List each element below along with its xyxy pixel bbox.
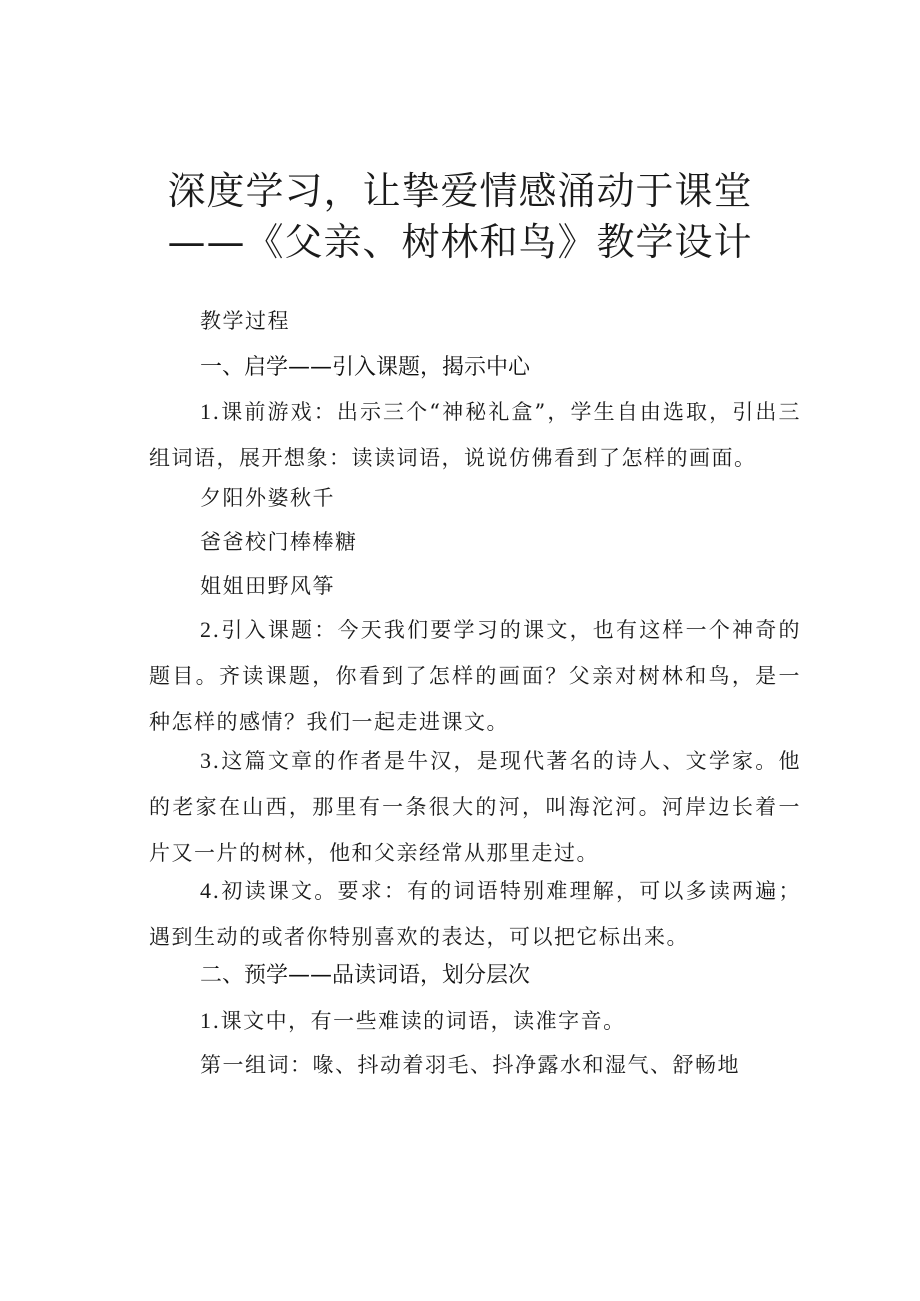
title-line-2: ——《父亲、树林和鸟》教学设计 — [167, 220, 753, 264]
paragraph-item-2 — [149, 607, 801, 745]
item-text: .课文中，有一些难读的词语，读准字音。 — [212, 1009, 626, 1033]
item-number: 1 — [200, 399, 213, 424]
item-text: .课前游戏：出示三个“神秘礼盒”，学生自由选取，引出三组词语，展开想象：读读词语，说说仿佛看到了怎样的画面。 — [149, 400, 801, 470]
item-number: 4 — [200, 878, 213, 903]
title-line-1: 深度学习，让挚爱情感涌动于课堂 — [167, 169, 753, 213]
section-heading-2: 二、预学——品读词语，划分层次 — [200, 963, 531, 988]
word-group-3: 姐姐田野风筝 — [200, 574, 335, 598]
word-group-2: 爸爸校门棒棒糖 — [200, 530, 358, 554]
paragraph-item-3 — [149, 738, 801, 876]
item-text: .引入课题：今天我们要学习的课文，也有这样一个神奇的题目。齐读课题，你看到了怎样的画面？父亲对树林和鸟，是一种怎样的感情？我们一起走进课文。 — [149, 618, 801, 734]
item-text: .这篇文章的作者是牛汉，是现代著名的诗人、文学家。他的老家在山西，那里有一条很大的河，叫海沱河。河岸边长着一片又一片的树林，他和父亲经常从那里走过。 — [149, 749, 801, 865]
paragraph-item-4 — [149, 868, 801, 960]
section-heading-1: 一、启学——引入课题，揭示中心 — [200, 355, 531, 380]
item-number: 3 — [200, 748, 213, 773]
paragraph-item-1 — [149, 389, 801, 481]
paragraph-item-5 — [200, 998, 800, 1044]
word-group-line: 第一组词：喙、抖动着羽毛、抖净露水和湿气、舒畅地 — [200, 1053, 740, 1077]
item-number: 2 — [200, 617, 213, 642]
word-group-1: 夕阳外婆秋千 — [200, 486, 335, 510]
section-label: 教学过程 — [200, 309, 290, 333]
item-text: .初读课文。要求：有的词语特别难理解，可以多读两遍；遇到生动的或者你特别喜欢的表达，可以把它标出来。 — [149, 879, 801, 949]
item-number: 1 — [200, 1008, 213, 1033]
